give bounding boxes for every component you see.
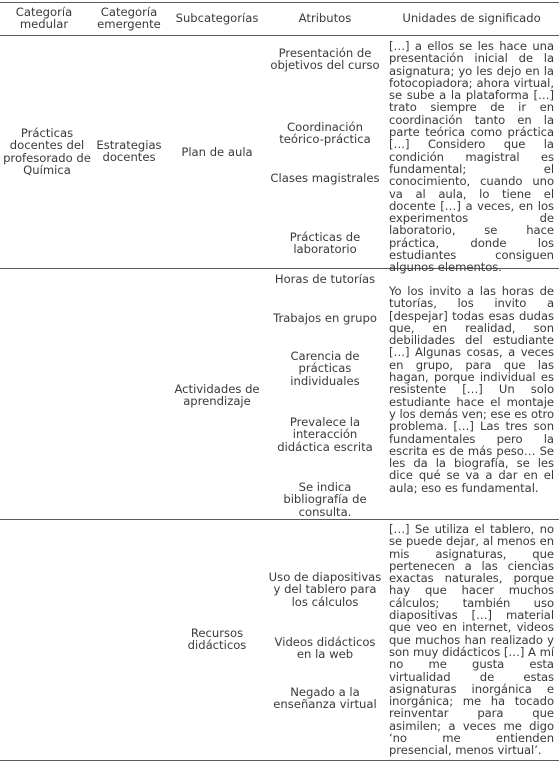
atributo-cell: Carencia de prácticas individuales xyxy=(290,349,360,388)
row-divider xyxy=(0,519,559,520)
header-subcategorias: Subcategorías xyxy=(175,11,259,25)
table-bottom-rule xyxy=(0,760,559,761)
atributo-cell: Prevalece la interacción didáctica escrita xyxy=(277,415,373,454)
categoria-emergente-cell: Estrategias docentes xyxy=(96,138,162,165)
header-unidades: Unidades de significado xyxy=(402,11,541,25)
atributo-cell: Videos didácticos en la web xyxy=(274,635,376,662)
atributo-cell: Prácticas de laboratorio xyxy=(289,230,361,257)
header-bottom-rule xyxy=(0,35,559,36)
subcategoria-cell: Actividades de aprendizaje xyxy=(174,382,260,409)
atributo-cell: Clases magistrales xyxy=(270,171,380,185)
header-atributos: Atributos xyxy=(298,11,352,25)
header-categoria-emergente: Categoría emergente xyxy=(97,5,161,32)
atributo-cell: Negado a la enseñanza virtual xyxy=(273,685,377,712)
atributo-cell: Uso de diapositivas y del tablero para los cálculos xyxy=(268,570,382,609)
categoria-medular-cell: Prácticas docentes del profesorado de Química xyxy=(3,126,91,178)
subcategoria-cell: Plan de aula xyxy=(181,145,253,159)
subcategoria-cell: Recursos didácticos xyxy=(187,626,247,653)
unidades-significado-cell: […] Se utiliza el tablero, no se puede dejar, al menos en mis asignaturas, que pertenecen a las ciencias exactas naturales, porque hay que hacer muchos cálculos; también uso diapositivas […] material que veo en internet, videos que muchos han realizado y son muy didácticos […] A mí no me gusta esta virtualidad de estas asignaturas inorgánica e inorgánica; me ha tocado reinventar para que asimilen; a veces me digo ‘no me entienden presencial, menos virtual’. xyxy=(389,522,554,758)
unidades-significado-cell: […] a ellos se les hace una presentación inicial de la asignatura; yo les dejo en la fotocopiadora; ahora virtual, se sube a la plataforma […] trato siempre de ir en coordinación tanto en la parte teórica como práctica […] Considero que la condición magistral es fundamental; el conocimiento, cuando uno va al aula, lo tiene el docente […] a veces, en los experimentos de laboratorio, se hace práctica, donde los estudiantes consiguen algunos elementos. xyxy=(389,39,554,275)
atributo-cell: Horas de tutorías xyxy=(274,272,376,286)
unidades-significado-cell: Yo los invito a las horas de tutorías, los invito a [despejar] todas esas dudas que, en realidad, son debilidades del estudiante […] Algunas cosas, a veces en grupo, para que las hagan, porque individual es resistente […] Un solo estudiante hace el montaje y los demás ven; ese es otro problema. […] Las tres son fundamentales pero la escrita es de más peso… Se les da la biografía, se les dice qué se va a dar en el aula; eso es fundamental. xyxy=(389,284,554,495)
table-top-rule xyxy=(0,2,559,3)
atributo-cell: Se indica bibliografía de consulta. xyxy=(283,480,367,519)
atributo-cell: Trabajos en grupo xyxy=(273,311,377,325)
atributo-cell: Coordinación teórico-práctica xyxy=(279,120,371,147)
atributo-cell: Presentación de objetivos del curso xyxy=(270,46,380,73)
header-categoria-medular: Categoría medular xyxy=(15,5,73,32)
